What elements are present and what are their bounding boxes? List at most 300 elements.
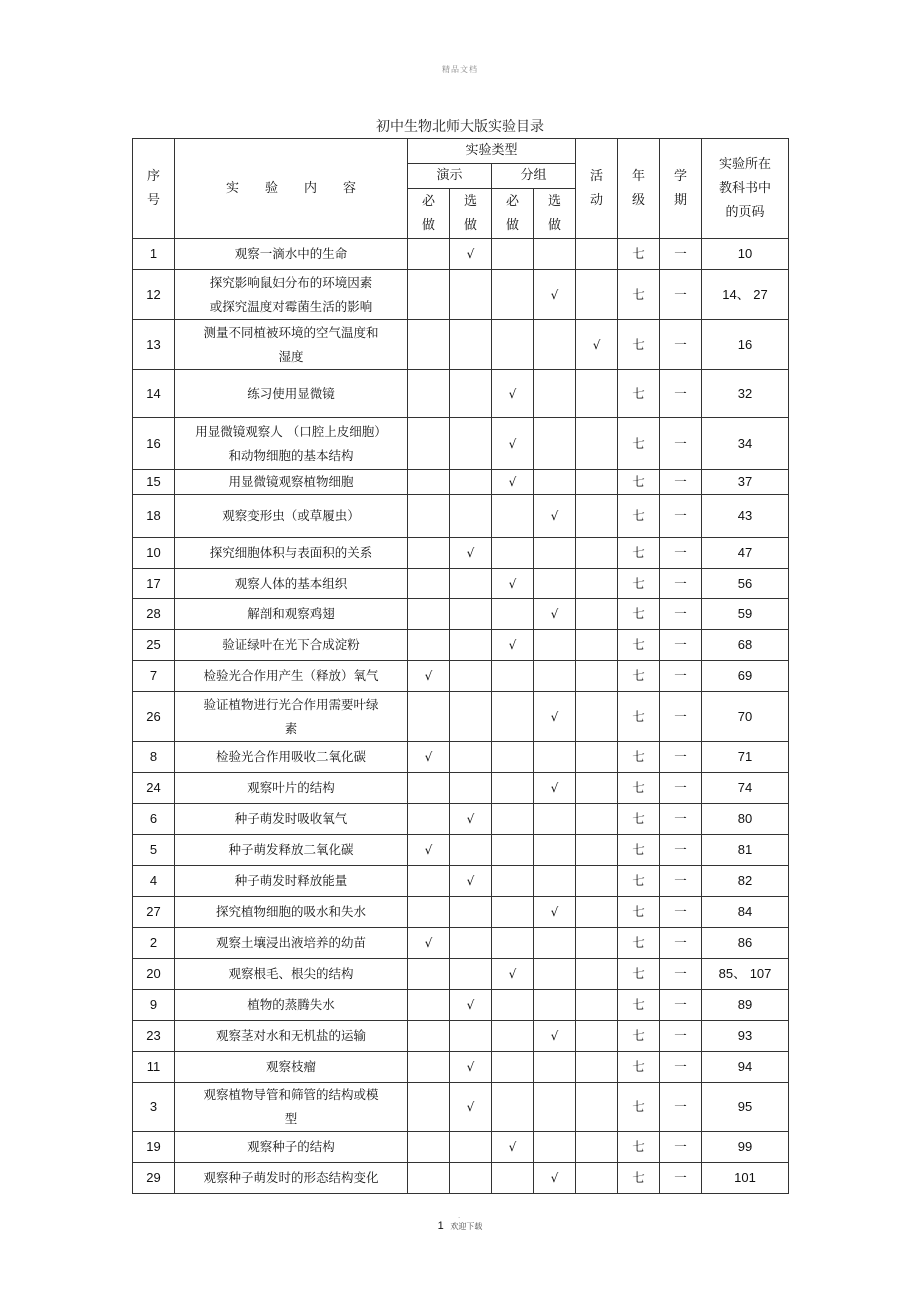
header-demo: 演示 [408,164,492,189]
cell-content-line: 湿度 [278,348,304,364]
table-row [133,773,789,804]
cell-group-required [492,270,534,320]
cell-content [175,866,408,897]
cell-page: 43 [702,495,789,538]
cell-demo-optional [450,320,492,370]
cell-seq: 4 [133,866,175,897]
cell-activity [576,897,618,928]
cell-page: 70 [702,692,789,742]
table-row [133,418,789,470]
cell-group-optional [534,1052,576,1083]
cell-content [175,418,408,470]
cell-demo-required [408,990,450,1021]
cell-content-line: 或探究温度对霉菌生活的影响 [209,298,373,314]
cell-content-line: 探究细胞体积与表面积的关系 [209,545,373,560]
table-row [133,959,789,990]
cell-group-required [492,692,534,742]
cell-content-line: 观察根毛、根尖的结构 [228,966,354,981]
cell-term: 一 [660,1132,702,1163]
cell-content [175,928,408,959]
cell-page: 80 [702,804,789,835]
cell-grade: 七 [618,835,660,866]
watermark-text: 精品文档 [442,65,478,74]
cell-content-line: 验证绿叶在光下合成淀粉 [222,637,360,652]
cell-grade: 七 [618,599,660,630]
cell-content [175,1021,408,1052]
cell-content [175,569,408,599]
cell-grade: 七 [618,742,660,773]
cell-grade: 七 [618,928,660,959]
cell-page: 74 [702,773,789,804]
table-row [133,239,789,270]
cell-demo-optional: √ [450,1052,492,1083]
cell-seq: 25 [133,630,175,661]
cell-group-required [492,866,534,897]
cell-term: 一 [660,692,702,742]
cell-term: 一 [660,990,702,1021]
cell-group-optional [534,418,576,470]
cell-term: 一 [660,418,702,470]
cell-group-optional: √ [534,599,576,630]
cell-activity [576,370,618,418]
header-group-required: 必 做 [492,189,534,239]
cell-demo-optional [450,630,492,661]
cell-group-required [492,599,534,630]
cell-seq: 8 [133,742,175,773]
cell-demo-required [408,569,450,599]
header-demo-required: 必 做 [408,189,450,239]
cell-content [175,1052,408,1083]
table-row [133,270,789,320]
cell-activity [576,538,618,569]
cell-activity [576,990,618,1021]
table-row [133,866,789,897]
cell-group-optional [534,370,576,418]
cell-group-required [492,1052,534,1083]
cell-page: 34 [702,418,789,470]
cell-group-optional: √ [534,1021,576,1052]
cell-group-optional [534,866,576,897]
cell-page: 86 [702,928,789,959]
cell-page: 84 [702,897,789,928]
cell-content-line: 检验光合作用吸收二氧化碳 [215,749,366,764]
cell-demo-required [408,270,450,320]
cell-term: 一 [660,866,702,897]
cell-seq: 10 [133,538,175,569]
cell-seq: 11 [133,1052,175,1083]
cell-term: 一 [660,1163,702,1194]
cell-content-line: 种子萌发时释放能量 [234,873,348,888]
cell-content-line: 观察种子萌发时的形态结构变化 [203,1170,379,1185]
cell-term: 一 [660,1052,702,1083]
cell-content-line: 观察变形虫（或草履虫） [222,508,360,523]
cell-activity [576,495,618,538]
cell-activity [576,569,618,599]
cell-content-line: 探究植物细胞的吸水和失水 [215,904,366,919]
header-demo-optional: 选 做 [450,189,492,239]
cell-content-line: 观察一滴水中的生命 [234,246,348,261]
cell-group-optional: √ [534,773,576,804]
cell-seq: 2 [133,928,175,959]
header-page: 实验所在 教科书中 的页码 [702,139,789,239]
cell-seq: 1 [133,239,175,270]
cell-content [175,270,408,320]
cell-group-optional [534,804,576,835]
cell-demo-optional: √ [450,990,492,1021]
cell-activity [576,742,618,773]
cell-group-optional [534,538,576,569]
cell-demo-required [408,1021,450,1052]
cell-demo-required [408,692,450,742]
footer-text: 欢迎下载 [450,1222,483,1231]
page-title: 初中生物北师大版实验目录 [376,119,544,135]
cell-activity [576,1132,618,1163]
cell-grade: 七 [618,495,660,538]
cell-grade: 七 [618,370,660,418]
cell-activity [576,239,618,270]
cell-content-line: 验证植物进行光合作用需要叶绿 [203,696,379,712]
cell-seq: 29 [133,1163,175,1194]
table-row [133,630,789,661]
cell-activity [576,630,618,661]
cell-content-line: 检验光合作用产生（释放）氧气 [203,668,379,683]
cell-content [175,239,408,270]
cell-grade: 七 [618,692,660,742]
cell-page: 85、 107 [702,959,789,990]
cell-demo-required [408,1052,450,1083]
cell-demo-optional [450,1132,492,1163]
cell-group-optional: √ [534,897,576,928]
cell-content-line: 种子萌发时吸收氧气 [234,811,348,826]
cell-demo-optional [450,773,492,804]
table-row [133,804,789,835]
cell-group-required [492,1163,534,1194]
cell-term: 一 [660,1083,702,1132]
cell-group-optional [534,630,576,661]
cell-demo-required [408,1132,450,1163]
cell-activity [576,692,618,742]
table-body [133,239,789,1194]
cell-page: 56 [702,569,789,599]
cell-content [175,1132,408,1163]
cell-activity [576,773,618,804]
cell-grade: 七 [618,1163,660,1194]
header-content: 实验内容 [175,139,408,239]
cell-demo-required [408,866,450,897]
cell-group-required: √ [492,569,534,599]
cell-content [175,959,408,990]
cell-page: 81 [702,835,789,866]
cell-seq: 16 [133,418,175,470]
cell-demo-required: √ [408,835,450,866]
cell-demo-required [408,804,450,835]
cell-content-line: 素 [284,720,298,736]
cell-content [175,835,408,866]
cell-group-required [492,239,534,270]
cell-content [175,897,408,928]
experiment-table [132,138,789,1194]
cell-group-optional [534,742,576,773]
cell-term: 一 [660,320,702,370]
cell-content-line: 测量不同植被环境的空气温度和 [203,324,379,340]
header-term: 学 期 [660,139,702,239]
cell-grade: 七 [618,630,660,661]
cell-page: 59 [702,599,789,630]
cell-demo-optional [450,742,492,773]
cell-demo-optional [450,270,492,320]
cell-grade: 七 [618,804,660,835]
cell-demo-required [408,1083,450,1132]
table-row [133,928,789,959]
table-row [133,1163,789,1194]
cell-seq: 26 [133,692,175,742]
cell-seq: 3 [133,1083,175,1132]
cell-group-optional: √ [534,1163,576,1194]
cell-group-optional [534,1132,576,1163]
cell-seq: 24 [133,773,175,804]
cell-grade: 七 [618,538,660,569]
cell-group-optional [534,928,576,959]
cell-demo-required: √ [408,928,450,959]
cell-activity [576,928,618,959]
cell-grade: 七 [618,569,660,599]
cell-group-optional: √ [534,495,576,538]
cell-seq: 18 [133,495,175,538]
cell-content-line: 观察叶片的结构 [247,780,335,795]
cell-group-required: √ [492,370,534,418]
cell-term: 一 [660,804,702,835]
cell-grade: 七 [618,1132,660,1163]
cell-content-line: 种子萌发释放二氧化碳 [228,842,354,857]
cell-page: 95 [702,1083,789,1132]
table-row [133,742,789,773]
cell-term: 一 [660,630,702,661]
cell-group-optional: √ [534,270,576,320]
table-row [133,470,789,495]
cell-grade: 七 [618,1052,660,1083]
cell-content-line: 观察种子的结构 [247,1139,335,1154]
cell-demo-optional [450,599,492,630]
footer [0,1212,920,1232]
cell-demo-optional [450,470,492,495]
cell-demo-required [408,239,450,270]
cell-demo-required [408,470,450,495]
cell-seq: 6 [133,804,175,835]
cell-activity [576,470,618,495]
cell-content-line: 型 [284,1111,298,1126]
cell-grade: 七 [618,239,660,270]
cell-content-line: 探究影响鼠妇分布的环境因素 [209,274,373,290]
cell-content-line: 观察人体的基本组织 [234,575,348,591]
cell-demo-required [408,418,450,470]
cell-demo-optional [450,835,492,866]
cell-grade: 七 [618,959,660,990]
cell-group-required: √ [492,630,534,661]
cell-term: 一 [660,661,702,692]
cell-group-optional [534,1083,576,1132]
cell-seq: 28 [133,599,175,630]
cell-page: 37 [702,470,789,495]
cell-activity [576,661,618,692]
cell-page: 69 [702,661,789,692]
table-row [133,569,789,599]
table-row [133,692,789,742]
cell-group-optional [534,990,576,1021]
cell-demo-required [408,1163,450,1194]
cell-content [175,1163,408,1194]
cell-content [175,495,408,538]
cell-seq: 7 [133,661,175,692]
cell-demo-optional [450,692,492,742]
cell-group-optional [534,239,576,270]
cell-content [175,538,408,569]
table-row [133,1021,789,1052]
cell-page: 89 [702,990,789,1021]
cell-page: 16 [702,320,789,370]
header-grade: 年 级 [618,139,660,239]
cell-seq: 12 [133,270,175,320]
cell-content-line: 解剖和观察鸡翅 [247,606,335,621]
table-row [133,538,789,569]
cell-seq: 5 [133,835,175,866]
header-exp-type: 实验类型 [408,139,576,164]
cell-content-line: 观察茎对水和无机盐的运输 [215,1028,366,1043]
table-row [133,1052,789,1083]
cell-group-required [492,835,534,866]
cell-demo-optional [450,959,492,990]
header-activity: 活 动 [576,139,618,239]
cell-page: 68 [702,630,789,661]
cell-group-optional: √ [534,692,576,742]
cell-demo-optional [450,418,492,470]
cell-group-required: √ [492,418,534,470]
cell-content [175,470,408,495]
cell-page: 71 [702,742,789,773]
cell-page: 14、 27 [702,270,789,320]
cell-demo-required [408,370,450,418]
cell-group-required [492,928,534,959]
cell-group-required [492,1083,534,1132]
cell-content-line: 用显微镜观察人 （口腔上皮细胞） [195,423,387,439]
cell-group-required [492,773,534,804]
cell-seq: 9 [133,990,175,1021]
cell-term: 一 [660,773,702,804]
cell-demo-optional [450,928,492,959]
cell-content-line: 和动物细胞的基本结构 [228,447,354,463]
cell-group-required [492,990,534,1021]
cell-demo-optional: √ [450,538,492,569]
cell-demo-required [408,538,450,569]
cell-seq: 23 [133,1021,175,1052]
cell-demo-optional: √ [450,239,492,270]
cell-term: 一 [660,959,702,990]
cell-activity [576,270,618,320]
cell-group-optional [534,661,576,692]
cell-seq: 27 [133,897,175,928]
cell-page: 32 [702,370,789,418]
cell-demo-required: √ [408,661,450,692]
cell-group-optional [534,470,576,495]
cell-grade: 七 [618,470,660,495]
cell-activity [576,418,618,470]
cell-content-line: 练习使用显微镜 [247,385,335,401]
cell-page: 10 [702,239,789,270]
cell-content-line: 观察植物导管和筛管的结构或模 [203,1087,379,1102]
cell-grade: 七 [618,897,660,928]
cell-page: 93 [702,1021,789,1052]
cell-grade: 七 [618,270,660,320]
cell-demo-required [408,773,450,804]
cell-term: 一 [660,370,702,418]
cell-demo-optional [450,661,492,692]
cell-activity [576,1083,618,1132]
cell-content [175,692,408,742]
table-row [133,1083,789,1132]
table-row [133,835,789,866]
cell-group-required: √ [492,1132,534,1163]
cell-group-required [492,495,534,538]
cell-activity [576,1163,618,1194]
cell-demo-required [408,495,450,538]
cell-term: 一 [660,270,702,320]
header-seq: 序 号 [133,139,175,239]
cell-group-required [492,742,534,773]
cell-activity: √ [576,320,618,370]
cell-term: 一 [660,569,702,599]
footer-dot: . [458,1212,461,1220]
cell-content-line: 观察土壤浸出液培养的幼苗 [215,935,366,950]
cell-group-required [492,804,534,835]
cell-grade: 七 [618,418,660,470]
cell-page: 82 [702,866,789,897]
cell-term: 一 [660,495,702,538]
cell-seq: 14 [133,370,175,418]
cell-activity [576,835,618,866]
cell-activity [576,1052,618,1083]
cell-seq: 17 [133,569,175,599]
cell-content [175,661,408,692]
table-row [133,661,789,692]
cell-content-line: 观察枝瘤 [265,1059,316,1074]
cell-demo-required [408,897,450,928]
cell-group-required [492,897,534,928]
cell-seq: 13 [133,320,175,370]
cell-content [175,1083,408,1132]
table-row [133,320,789,370]
header-group: 分组 [492,164,576,189]
cell-content [175,742,408,773]
cell-term: 一 [660,742,702,773]
cell-content [175,599,408,630]
cell-seq: 20 [133,959,175,990]
cell-group-optional [534,959,576,990]
cell-activity [576,959,618,990]
cell-term: 一 [660,1021,702,1052]
cell-page: 47 [702,538,789,569]
cell-seq: 19 [133,1132,175,1163]
cell-demo-optional: √ [450,1083,492,1132]
cell-content-line: 植物的蒸腾失水 [247,997,335,1012]
cell-content [175,630,408,661]
cell-term: 一 [660,599,702,630]
table-row [133,897,789,928]
cell-seq: 15 [133,470,175,495]
cell-group-optional [534,835,576,866]
cell-term: 一 [660,928,702,959]
cell-content [175,990,408,1021]
cell-group-required [492,1021,534,1052]
cell-term: 一 [660,897,702,928]
